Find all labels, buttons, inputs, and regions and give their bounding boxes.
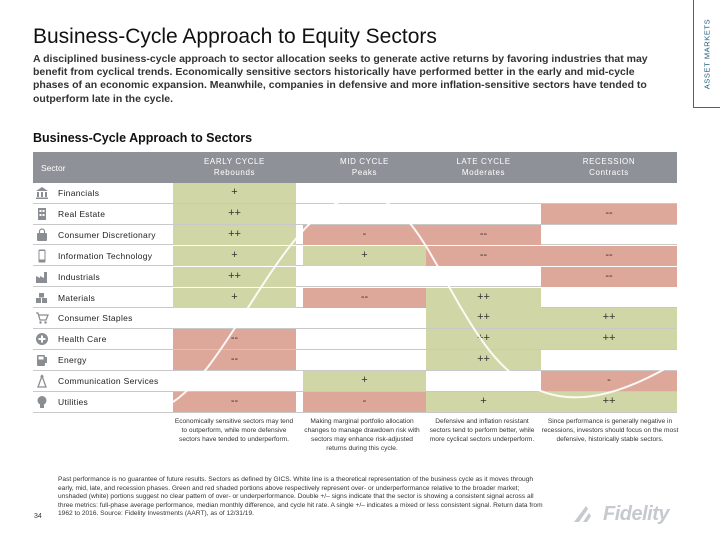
logo-text: Fidelity	[603, 503, 670, 525]
phase-name: RECESSION	[582, 157, 636, 166]
signal-cell: +	[303, 246, 426, 266]
signal-cell: ++	[426, 350, 541, 370]
signal-cell	[303, 183, 426, 203]
phase-name: LATE CYCLE	[456, 157, 511, 166]
signal-cell: ++	[541, 329, 677, 349]
antenna-icon	[35, 374, 49, 388]
page-number: 34	[34, 513, 42, 520]
signal-cell: -	[303, 392, 426, 412]
table-row	[33, 350, 677, 371]
table-row	[33, 267, 677, 288]
phase-name: EARLY CYCLE	[204, 157, 265, 166]
table-row	[33, 371, 677, 392]
signal-cell	[303, 308, 426, 328]
sector-name: Consumer Discretionary	[58, 229, 156, 240]
phase-subtitle: Rebounds	[213, 168, 256, 177]
table-row	[33, 288, 677, 309]
signal-cell: --	[426, 225, 541, 245]
phase-description: Since performance is generally negative in recessions, investors should focus on the most defensive, historically stable sectors.	[541, 418, 679, 443]
phase-description: Defensive and inflation resistant sectors tend to perform better, while more cyclical sectors underperform.	[429, 418, 535, 443]
signal-cell: --	[173, 350, 296, 370]
signal-cell	[426, 204, 541, 224]
signal-cell: ++	[426, 308, 541, 328]
energy-icon	[35, 353, 49, 367]
signal-cell	[173, 371, 296, 391]
sector-name: Financials	[58, 188, 100, 198]
header-phase-1	[303, 156, 426, 178]
signal-cell: ++	[173, 225, 296, 245]
header-phase-3	[541, 156, 677, 178]
phase-subtitle: Moderates	[461, 168, 506, 177]
table-row	[33, 246, 677, 267]
medical-cross-icon	[35, 332, 49, 346]
cart-icon	[35, 311, 49, 325]
signal-cell	[541, 288, 677, 308]
bank-icon	[35, 186, 49, 200]
phase-description: Making marginal portfolio allocation changes to manage drawdown risk with sectors may enhance risk-adjusted returns during this cycle.	[304, 418, 420, 452]
signal-cell	[303, 350, 426, 370]
signal-cell	[426, 267, 541, 287]
section-tab-label: ASSET MARKETS	[702, 18, 712, 89]
phase-subtitle: Contracts	[589, 168, 629, 177]
section-tab	[693, 0, 720, 108]
sector-name: Health Care	[58, 334, 107, 345]
lightbulb-icon	[35, 395, 49, 409]
table-row	[33, 225, 677, 246]
signal-cell: +	[173, 183, 296, 203]
factory-icon	[35, 270, 49, 284]
signal-cell	[173, 308, 296, 328]
signal-cell	[541, 350, 677, 370]
phone-icon	[35, 249, 49, 263]
signal-cell: -	[541, 371, 677, 391]
shopping-bag-icon	[35, 228, 49, 242]
header-phase-2	[426, 156, 541, 178]
sector-name: Utilities	[58, 397, 89, 407]
fidelity-mark-icon	[571, 500, 601, 530]
signal-cell: --	[173, 392, 296, 412]
sector-name: Materials	[58, 292, 96, 303]
signal-cell: +	[426, 392, 541, 412]
signal-cell: ++	[541, 392, 677, 412]
signal-cell: +	[173, 288, 296, 308]
signal-cell	[303, 267, 426, 287]
table-row	[33, 392, 677, 413]
phase-name: MID CYCLE	[340, 157, 389, 166]
phase-subtitle: Peaks	[351, 168, 378, 177]
signal-cell: ++	[541, 308, 677, 328]
sector-name: Real Estate	[58, 208, 106, 219]
table-header	[33, 152, 677, 183]
page-title: Business-Cycle Approach to Equity Sectors	[33, 25, 437, 48]
chart-title: Business-Cycle Approach to Sectors	[33, 131, 253, 145]
header-phase-0	[173, 156, 296, 178]
table-row	[33, 183, 677, 204]
phase-description: Economically sensitive sectors may tend to outperform, while more defensive sectors have tended to underperform.	[174, 418, 294, 443]
signal-cell: ++	[426, 329, 541, 349]
signal-cell: --	[541, 204, 677, 224]
signal-cell: +	[173, 246, 296, 266]
signal-cell: --	[426, 246, 541, 266]
sector-name: Communication Services	[58, 376, 159, 387]
materials-icon	[35, 291, 49, 305]
signal-cell	[303, 204, 426, 224]
signal-cell: ++	[173, 267, 296, 287]
sector-name: Information Technology	[58, 250, 153, 261]
header-sector: Sector	[41, 163, 66, 173]
sector-name: Industrials	[58, 271, 101, 282]
signal-cell	[303, 329, 426, 349]
signal-cell: -	[303, 225, 426, 245]
signal-cell: --	[173, 329, 296, 349]
signal-cell: --	[541, 267, 677, 287]
signal-cell: ++	[173, 204, 296, 224]
signal-cell	[541, 183, 677, 203]
building-icon	[35, 207, 49, 221]
table-row	[33, 308, 677, 329]
table-row	[33, 204, 677, 225]
signal-cell: ++	[426, 288, 541, 308]
signal-cell	[541, 225, 677, 245]
intro-paragraph: A disciplined business-cycle approach to sector allocation seeks to generate active returns by favoring industries that may benefit from cyclical trends. Economically sensitive sectors historically have performed better in the early and mid-cycle phases of an economic expansion. Meanwhile, companies in defensive and more inflation-sensitive sectors have tended to outperform late in the cycle.	[33, 53, 648, 105]
footnote: Past performance is no guarantee of future results. Sectors as defined by GICS. White line is a theoretical representation of the business cycle as it moves through early, mid, late, and recession phases. Green and red shaded portions above respectively represent over- or underperformance relative to the broader market; unshaded (white) portions suggest no clear pattern of over- or underperformance. Double +/– signs indicate that the sector is showing a consistent signal across all three metrics: full-phase average performance, median monthly difference, and cycle hit rate. A single +/– indicates a mixed or less consistent signal. Return data from 1962 to 2016. Source: Fidelity Investments (AART), as of 12/31/19.	[58, 476, 543, 518]
signal-cell: +	[303, 371, 426, 391]
sector-name: Consumer Staples	[58, 313, 133, 324]
fidelity-logo	[571, 500, 695, 530]
table-row	[33, 329, 677, 350]
signal-cell	[426, 183, 541, 203]
sector-table	[33, 152, 677, 416]
signal-cell: --	[541, 246, 677, 266]
sector-name: Energy	[58, 355, 87, 366]
signal-cell: --	[303, 288, 426, 308]
signal-cell	[426, 371, 541, 391]
